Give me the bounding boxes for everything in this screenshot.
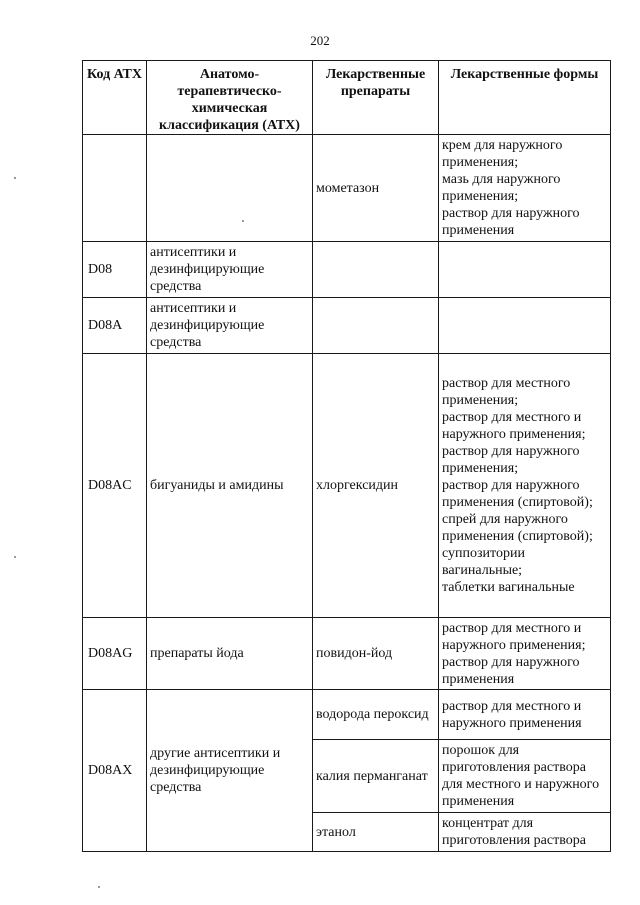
preparation-cell: хлоргексидин (313, 354, 439, 618)
atc-code-cell: D08AC (83, 354, 147, 618)
atc-code-cell: D08AX (83, 690, 147, 852)
atc-code-cell: D08 (83, 242, 147, 298)
forms-cell (439, 690, 611, 740)
header-atc-code: Код АТХ (83, 61, 147, 135)
form-item: таблетки вагинальные (442, 580, 575, 595)
preparation-cell (313, 242, 439, 298)
classification-cell: бигуаниды и амидины (147, 354, 313, 618)
form-item: концентрат для приготовления раствора (442, 816, 586, 848)
classification-cell (147, 135, 313, 242)
page-number: 202 (310, 33, 330, 48)
table-row (83, 354, 611, 618)
forms-cell (439, 354, 611, 618)
table-row (83, 135, 611, 242)
scan-speck (242, 220, 244, 222)
table-row (83, 618, 611, 690)
preparation-cell: калия перманганат (313, 740, 439, 813)
scan-speck (98, 886, 100, 888)
forms-cell (439, 242, 611, 298)
table-row (83, 298, 611, 354)
header-preparations: Лекарственные препараты (313, 61, 439, 135)
atc-code-cell: D08AG (83, 618, 147, 690)
table-header-row (83, 61, 611, 135)
form-item: раствор для наружного применения; (442, 444, 580, 476)
forms-cell (439, 618, 611, 690)
classification-cell: другие антисептики и дезинфицирующие средства (147, 690, 313, 852)
classification-cell: препараты йода (147, 618, 313, 690)
form-item: суппозитории вагинальные; (442, 546, 525, 578)
preparation-cell: водорода пероксид (313, 690, 439, 740)
form-item: раствор для местного и наружного применения; (442, 620, 586, 653)
forms-cell (439, 298, 611, 354)
forms-cell (439, 740, 611, 813)
scan-speck (14, 177, 16, 179)
scan-speck (14, 556, 16, 558)
atc-drug-table (82, 60, 611, 852)
classification-cell: антисептики и дезинфицирующие средства (147, 298, 313, 354)
form-item: спрей для наружного применения (спиртовой); (442, 512, 593, 544)
atc-code-cell (83, 135, 147, 242)
form-item: раствор для наружного применения (спиртовой); (442, 478, 593, 510)
form-item: раствор для наружного применения (442, 206, 580, 238)
form-item: раствор для местного и наружного применения; (442, 410, 586, 442)
atc-code-cell: D08A (83, 298, 147, 354)
classification-cell: антисептики и дезинфицирующие средства (147, 242, 313, 298)
form-item: порошок для приготовления раствора для местного и наружного применения (442, 743, 600, 809)
form-item: раствор для местного и наружного применения (442, 698, 582, 731)
forms-cell (439, 135, 611, 242)
form-item: мазь для наружного применения; (442, 172, 561, 204)
table-row (83, 690, 611, 740)
table-row (83, 242, 611, 298)
preparation-cell: этанол (313, 813, 439, 852)
forms-cell (439, 813, 611, 852)
preparation-cell (313, 298, 439, 354)
form-item: раствор для местного применения; (442, 376, 571, 408)
preparation-cell: повидон-йод (313, 618, 439, 690)
form-item: крем для наружного применения; (442, 138, 563, 170)
header-classification: Анатомо-терапевтическо-химическая классификация (АТХ) (147, 61, 313, 135)
preparation-cell: мометазон (313, 135, 439, 242)
form-item: раствор для наружного применения (442, 654, 580, 687)
header-dosage-forms: Лекарственные формы (439, 61, 611, 135)
